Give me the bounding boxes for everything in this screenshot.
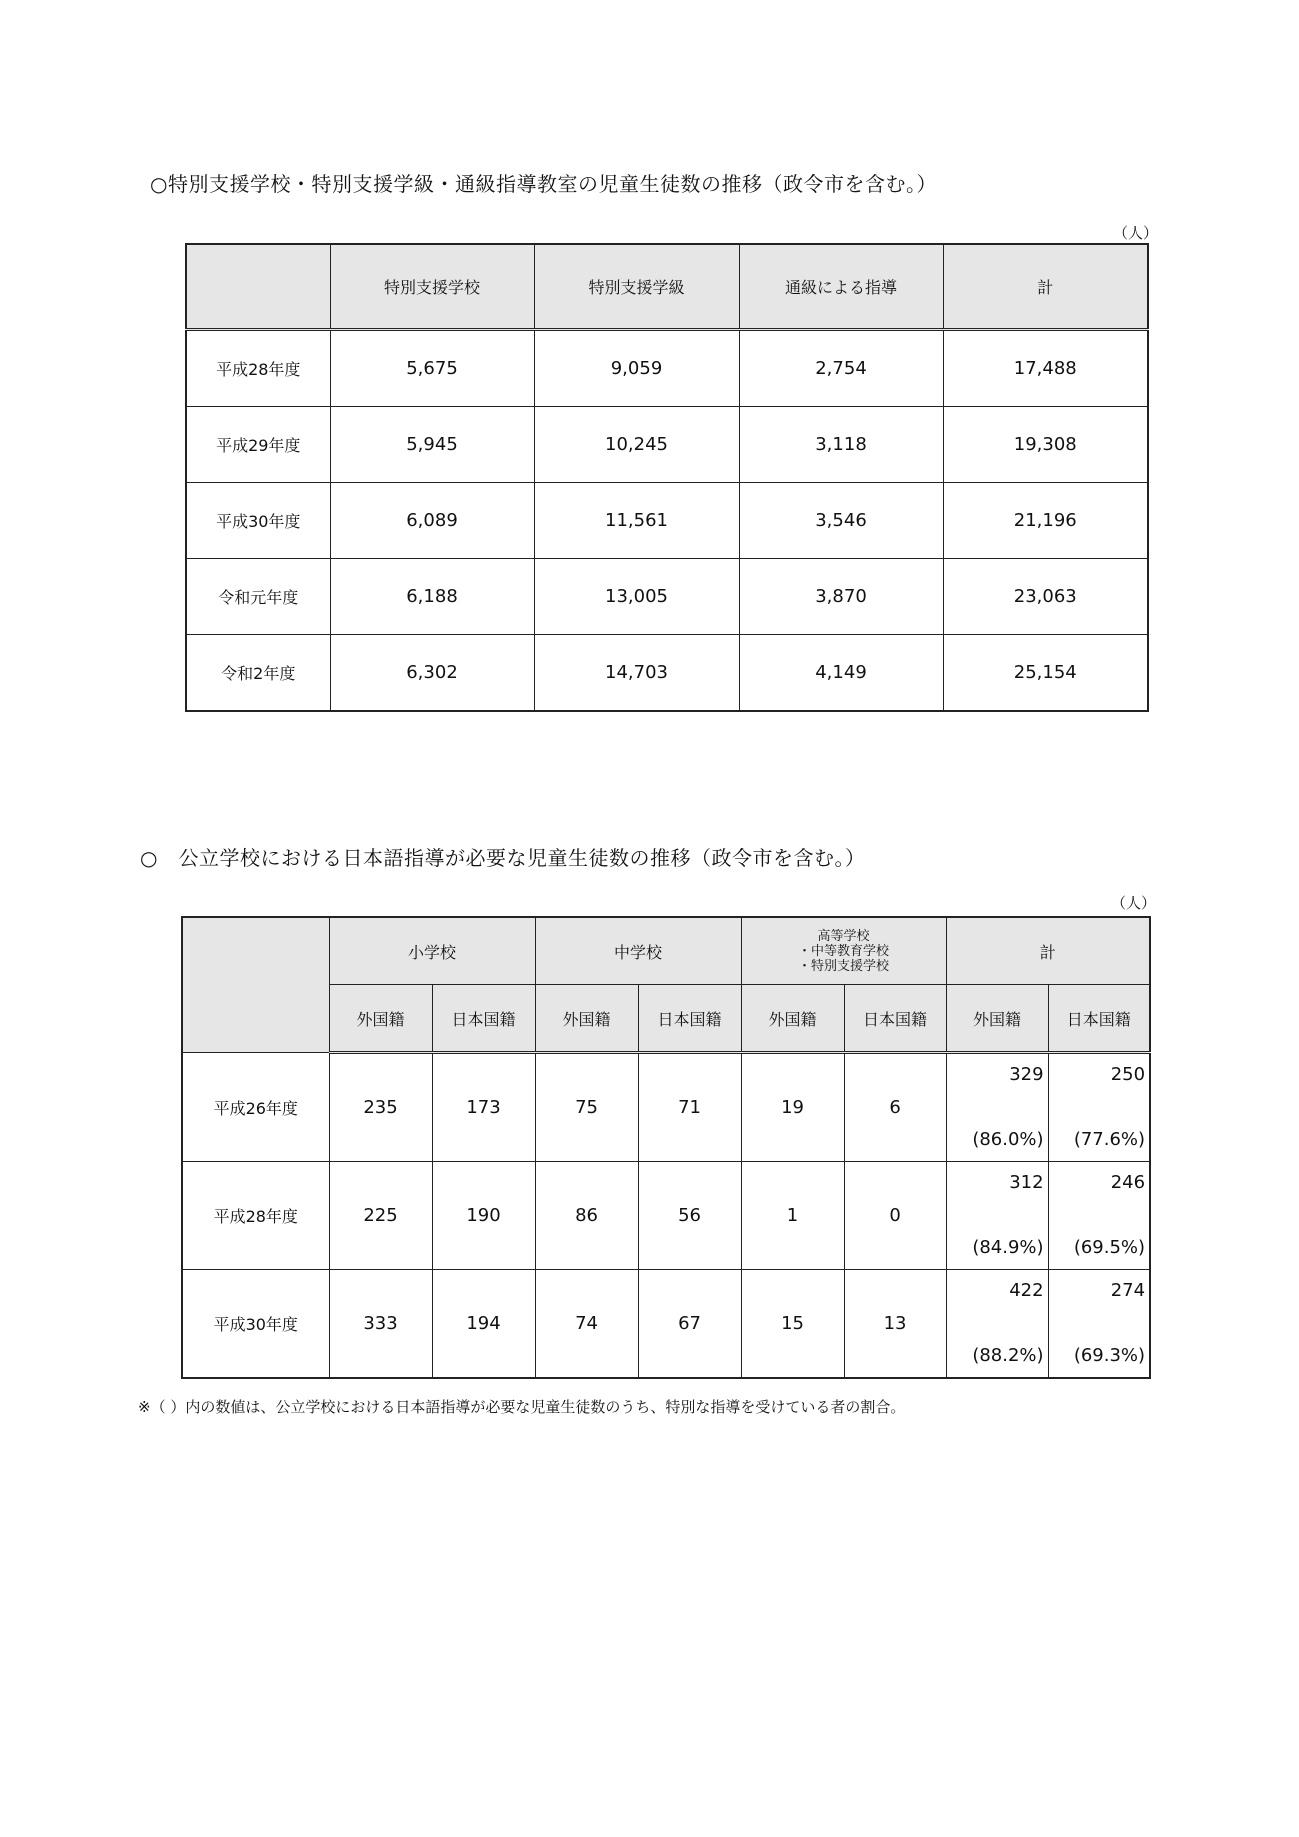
subheader-foreign: 外国籍	[946, 985, 1048, 1053]
column-header-resource-room: 通級による指導	[739, 244, 943, 330]
table-row	[182, 1053, 1150, 1162]
total-value: 329	[1009, 1063, 1044, 1085]
subheader-foreign: 外国籍	[535, 985, 638, 1053]
table-cell: 1	[741, 1162, 844, 1270]
table-cell: 235	[329, 1053, 432, 1162]
table-cell: 56	[638, 1162, 741, 1270]
table-cell: 13,005	[534, 559, 739, 635]
table-cell: 74	[535, 1270, 638, 1379]
total-foreign-cell	[946, 1053, 1048, 1162]
table-cell: 2,754	[739, 330, 943, 407]
subheader-foreign: 外国籍	[329, 985, 432, 1053]
table-cell: 75	[535, 1053, 638, 1162]
table-row	[182, 1162, 1150, 1270]
table-cell: 225	[329, 1162, 432, 1270]
total-japanese-cell	[1048, 1270, 1150, 1379]
table-cell: 11,561	[534, 483, 739, 559]
row-year-label: 平成29年度	[186, 407, 330, 483]
table-cell: 19,308	[943, 407, 1148, 483]
total-percent: (77.6%)	[1073, 1128, 1146, 1150]
group-header-elementary: 小学校	[329, 917, 535, 985]
group-header-high-school: 高等学校 ・中等教育学校 ・特別支援学校	[741, 917, 946, 985]
row-year-label: 平成30年度	[182, 1270, 329, 1379]
table-cell: 3,118	[739, 407, 943, 483]
total-percent: (88.2%)	[972, 1344, 1044, 1366]
table-row	[186, 330, 1148, 407]
subheader-foreign: 外国籍	[741, 985, 844, 1053]
total-foreign-cell	[946, 1162, 1048, 1270]
table-cell: 15	[741, 1270, 844, 1379]
table-cell: 86	[535, 1162, 638, 1270]
table-cell: 10,245	[534, 407, 739, 483]
table2-corner-cell	[182, 917, 329, 1053]
table-cell: 67	[638, 1270, 741, 1379]
column-header-special-school: 特別支援学校	[330, 244, 534, 330]
column-header-special-class: 特別支援学級	[534, 244, 739, 330]
total-value: 312	[1009, 1171, 1044, 1193]
table-cell: 5,675	[330, 330, 534, 407]
footnote: ※（ ）内の数値は、公立学校における日本語指導が必要な児童生徒数のうち、特別な指導を受けている者の割合。	[138, 1398, 906, 1416]
total-value: 246	[1110, 1171, 1146, 1193]
table-cell: 9,059	[534, 330, 739, 407]
table2-title: ○ 公立学校における日本語指導が必要な児童生徒数の推移（政令市を含む。）	[140, 846, 866, 870]
table-cell: 13	[844, 1270, 946, 1379]
table1-header-row	[186, 244, 1148, 330]
table1-title: ○特別支援学校・特別支援学級・通級指導教室の児童生徒数の推移（政令市を含む。）	[150, 172, 937, 196]
group-header-total: 計	[946, 917, 1150, 985]
total-foreign-cell	[946, 1270, 1048, 1379]
table-cell: 25,154	[943, 635, 1148, 712]
subheader-japanese: 日本国籍	[844, 985, 946, 1053]
table-row	[186, 483, 1148, 559]
table-row	[186, 407, 1148, 483]
table-cell: 71	[638, 1053, 741, 1162]
row-year-label: 平成26年度	[182, 1053, 329, 1162]
students-trend-table	[185, 243, 1149, 712]
table-cell: 173	[432, 1053, 535, 1162]
table-cell: 19	[741, 1053, 844, 1162]
table-cell: 190	[432, 1162, 535, 1270]
total-percent: (69.3%)	[1073, 1344, 1146, 1366]
table1-corner-cell	[186, 244, 330, 330]
table-cell: 6	[844, 1053, 946, 1162]
table-cell: 21,196	[943, 483, 1148, 559]
table-cell: 3,870	[739, 559, 943, 635]
table-cell: 0	[844, 1162, 946, 1270]
total-value: 274	[1110, 1279, 1146, 1301]
table-cell: 14,703	[534, 635, 739, 712]
table-cell: 6,089	[330, 483, 534, 559]
table-cell: 333	[329, 1270, 432, 1379]
table2-group-header-row	[182, 917, 1150, 985]
column-header-total: 計	[943, 244, 1148, 330]
table-row	[182, 1270, 1150, 1379]
table2-unit: （人）	[1111, 894, 1157, 912]
row-year-label: 平成28年度	[182, 1162, 329, 1270]
table-row	[186, 559, 1148, 635]
table-cell: 4,149	[739, 635, 943, 712]
total-percent: (84.9%)	[972, 1236, 1044, 1258]
table-cell: 6,302	[330, 635, 534, 712]
total-percent: (69.5%)	[1073, 1236, 1146, 1258]
total-japanese-cell	[1048, 1053, 1150, 1162]
table-cell: 17,488	[943, 330, 1148, 407]
table-cell: 6,188	[330, 559, 534, 635]
japanese-instruction-table	[181, 916, 1151, 1379]
subheader-japanese: 日本国籍	[432, 985, 535, 1053]
total-japanese-cell	[1048, 1162, 1150, 1270]
total-value: 422	[1009, 1279, 1044, 1301]
row-year-label: 令和元年度	[186, 559, 330, 635]
table1-unit: （人）	[1113, 224, 1159, 242]
row-year-label: 平成30年度	[186, 483, 330, 559]
table-cell: 194	[432, 1270, 535, 1379]
row-year-label: 平成28年度	[186, 330, 330, 407]
row-year-label: 令和2年度	[186, 635, 330, 712]
table-row	[186, 635, 1148, 712]
table-cell: 3,546	[739, 483, 943, 559]
table-cell: 5,945	[330, 407, 534, 483]
total-value: 250	[1110, 1063, 1146, 1085]
subheader-japanese: 日本国籍	[638, 985, 741, 1053]
group-header-junior-high: 中学校	[535, 917, 741, 985]
subheader-japanese: 日本国籍	[1048, 985, 1150, 1053]
table-cell: 23,063	[943, 559, 1148, 635]
total-percent: (86.0%)	[972, 1128, 1044, 1150]
